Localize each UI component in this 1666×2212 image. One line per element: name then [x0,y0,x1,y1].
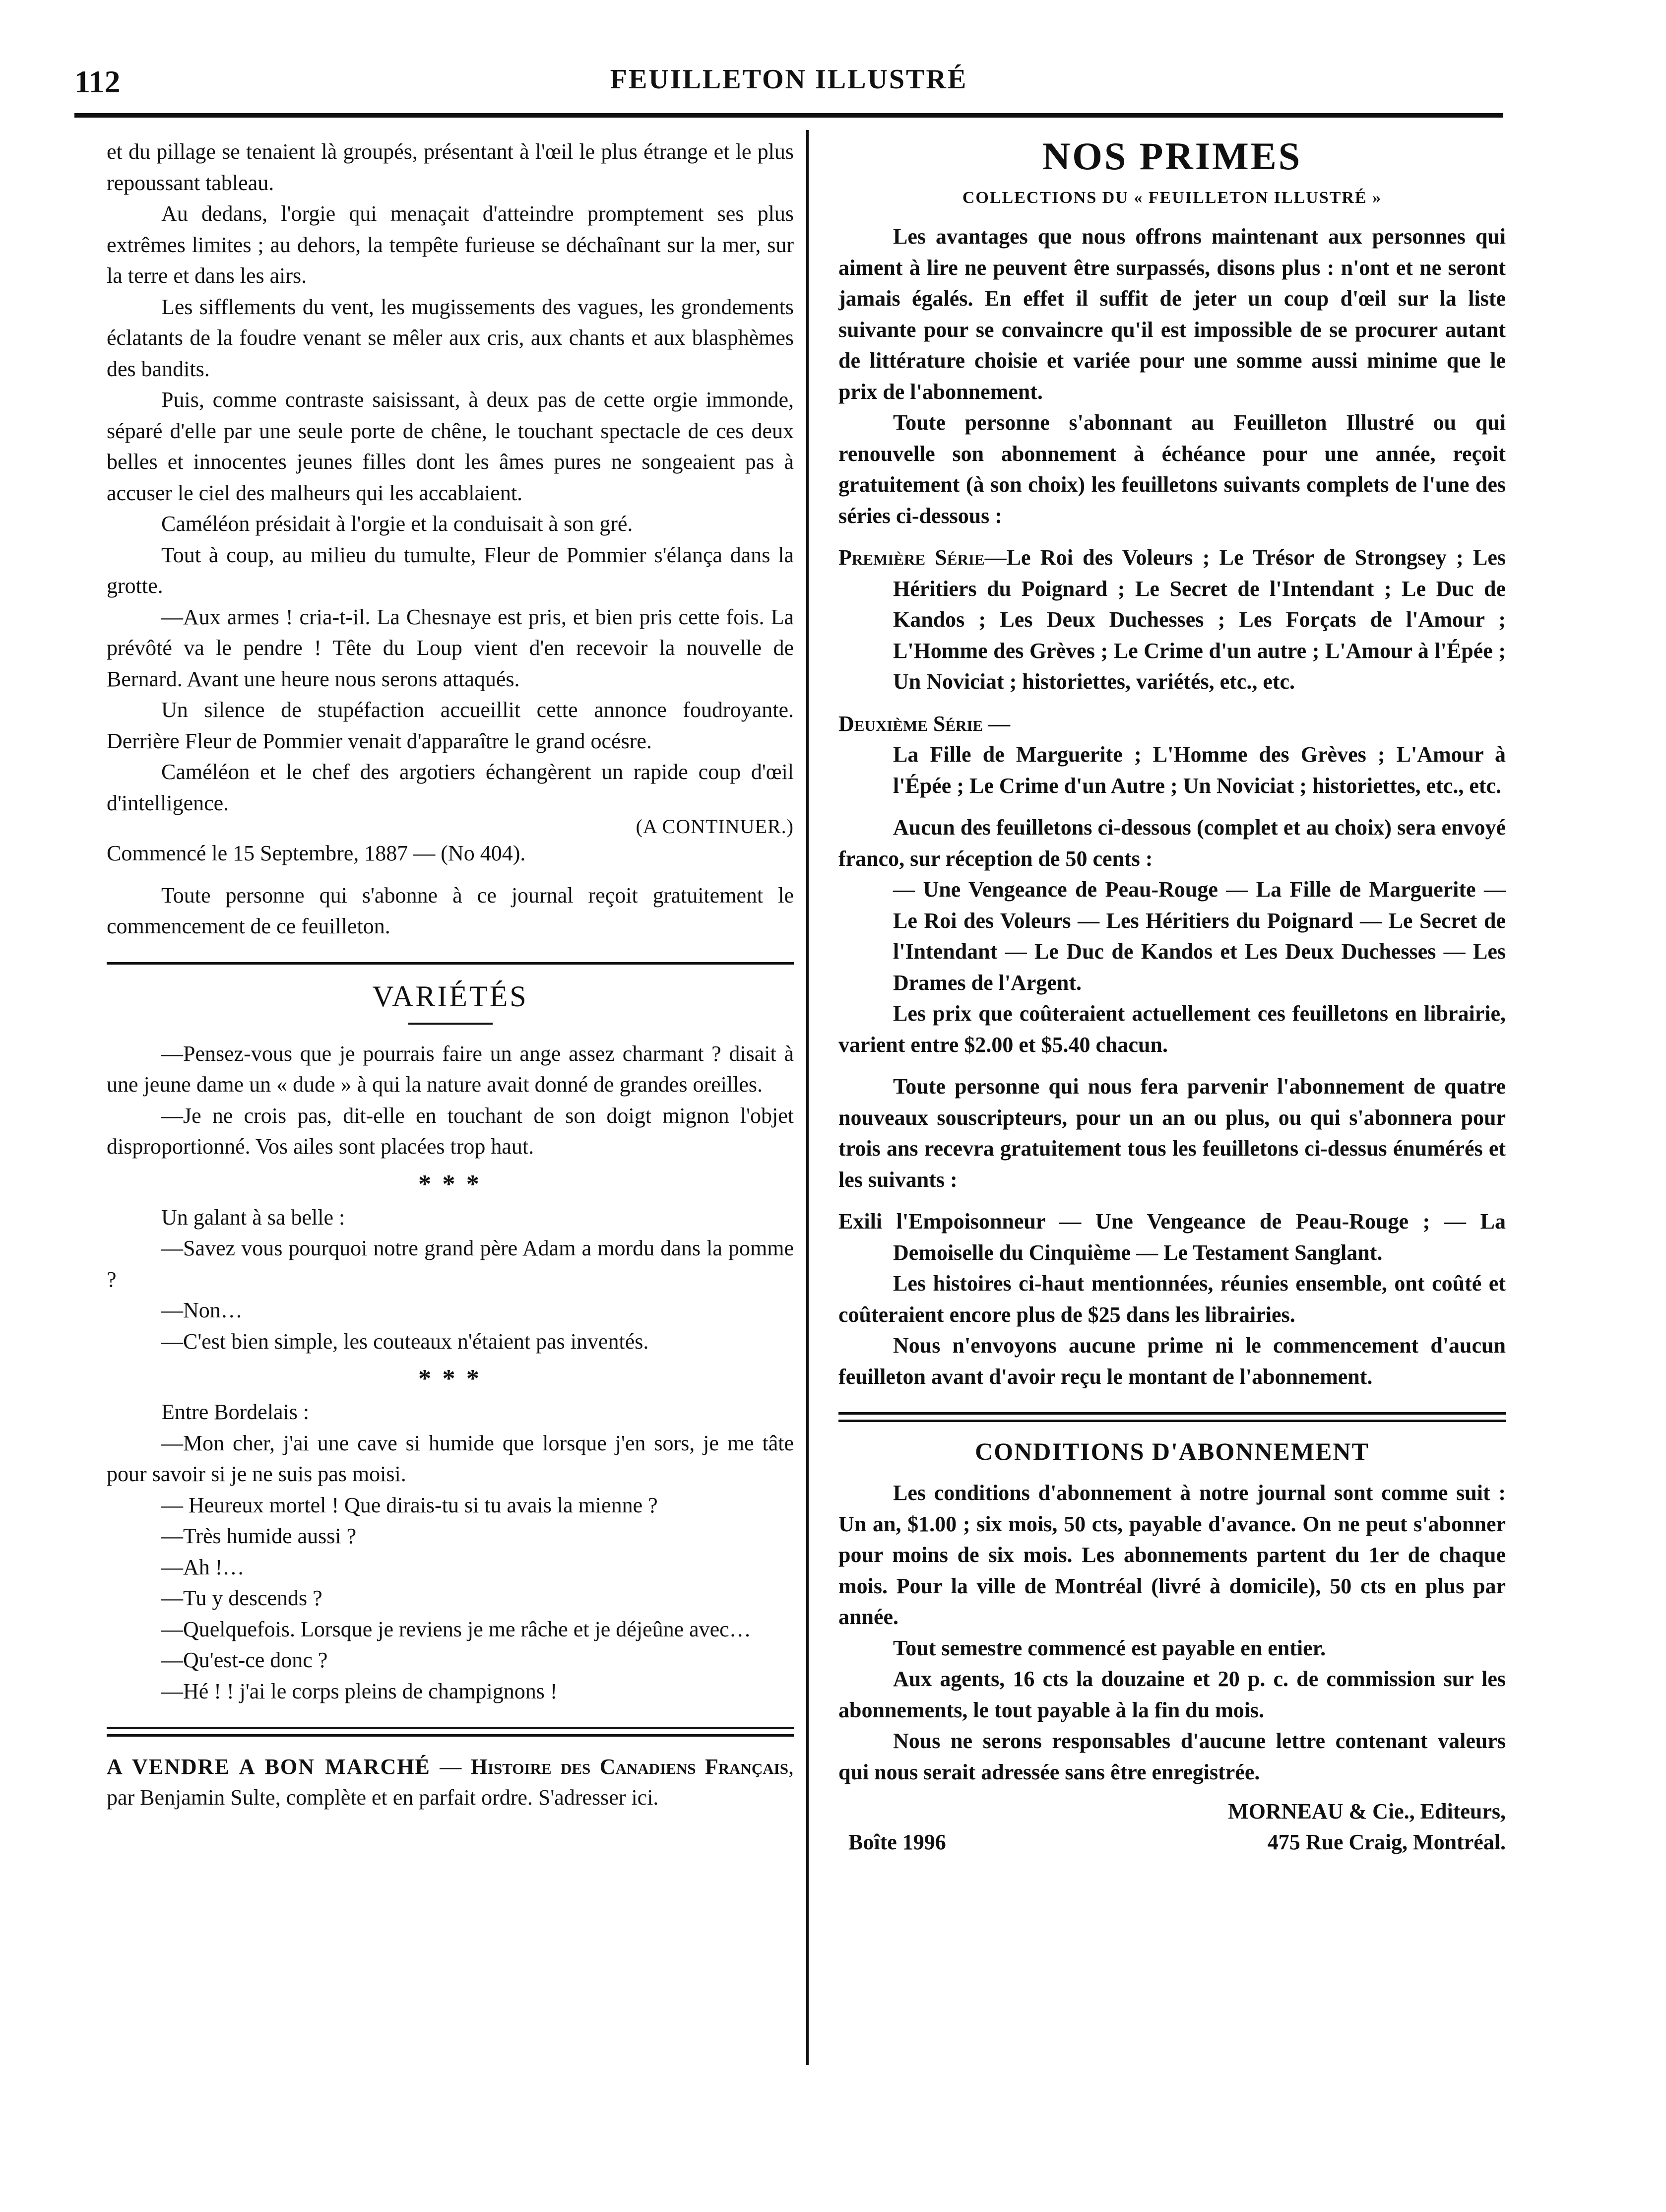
stars-separator: * * * [418,1170,482,1198]
joke-paragraph: —Je ne crois pas, dit-elle en touchant de son doigt mignon l'objet disproportionné. Vos ailes sont placées trop haut. [107,1103,794,1159]
left-column [107,136,794,1813]
story-paragraph: —Aux armes ! cria-t-il. La Chesnaye est pris, et bien pris cette fois. La prévôté va le pendre ! Tête du Loup vient d'en recevoir la nouvelle de Bernard. Avant une heure nous serons attaqués. [107,604,794,691]
joke-line: —Savez vous pourquoi notre grand père Adam a mordu dans la pomme ? [107,1236,794,1292]
ad-text: , par Benjamin Sulte, complète et en parfait ordre. S'adresser ici. [107,1755,794,1810]
joke-line: —C'est bien simple, les couteaux n'étaient pas inventés. [161,1329,649,1354]
serie-2-list: La Fille de Marguerite ; L'Homme des Grèves ; L'Amour à l'Épée ; Le Crime d'un Autre ; Un Noviciat ; historiettes, etc., etc. [893,742,1506,798]
story-paragraph: Un silence de stupéfaction accueillit cette annonce foudroyante. Derrière Fleur de Pommier venait d'apparaître le grand océsre. [107,698,794,753]
serie-1 [838,542,1506,698]
ad-rule [107,1727,794,1737]
post-box: Boîte 1996 [848,1830,946,1854]
column-divider [806,130,809,2065]
serie-1-heading: Première Série [838,545,985,570]
page-number: 112 [74,64,121,99]
joke-line: —Quelquefois. Lorsque je reviens je me râche et je déjeûne avec… [161,1617,751,1641]
title-rule [408,1023,493,1025]
joke-line: —Ah !… [161,1555,245,1579]
varietes-section [107,1039,794,1707]
joke-line: —Qu'est-ce donc ? [161,1648,328,1672]
right-column [838,136,1506,1863]
conditions-paragraph: Tout semestre commencé est payable en entier. [893,1635,1326,1660]
primes-paragraph: Toute personne s'abonnant au Feuilleton Illustré ou qui renouvelle son abonnement à échéance pour une année, reçoit gratuitement (à son choix) les feuilletons suivants complets de l'une des séries ci-dessous : [838,410,1506,528]
joke-intro: Un galant à sa belle : [161,1205,345,1230]
publisher-name: MORNEAU & Cie., Editeurs, [1228,1799,1506,1823]
conditions-rule [838,1412,1506,1422]
joke-line: —Hé ! ! j'ai le corps pleins de champignons ! [161,1679,558,1703]
primes-paragraph: Les prix que coûteraient actuellement ces feuilletons en librairie, varient entre $2.00 et $5.40 chacun. [838,1001,1506,1057]
story-paragraph: Les sifflements du vent, les mugissements des vagues, les grondements éclatants de la foudre venant se mêler aux cris, aux chants et aux blasphèmes des bandits. [107,294,794,381]
continuer-note: (A CONTINUER.) [636,815,794,838]
nos-primes-subtitle: COLLECTIONS DU « FEUILLETON ILLUSTRÉ » [962,189,1382,207]
conditions-paragraph: Les conditions d'abonnement à notre journal sont comme suit : Un an, $1.00 ; six mois, 50 cts, payable d'avance. On ne peut s'abonner pour moins de six mois. Les abonnements partent du 1er de chaque mois. Pour la ville de Montréal (livré à domicile), 50 cts en plus par année. [838,1481,1506,1629]
primes-paragraph: Nous n'envoyons aucune prime ni le commencement d'aucun feuilleton avant d'avoir reçu le montant de l'abonnement. [838,1333,1506,1389]
story-paragraph: Caméléon présidait à l'orgie et la conduisait à son gré. [161,512,633,536]
classified-ad: A VENDRE A BON MARCHÉ — Histoire des Canadiens Français, par Benjamin Sulte, complète et en parfait ordre. S'adresser ici. [107,1755,794,1810]
joke-line: —Non… [161,1298,243,1322]
joke-line: — Heureux mortel ! Que dirais-tu si tu avais la mienne ? [161,1493,658,1517]
joke-line: —Tu y descends ? [161,1586,322,1610]
serie-2-heading: Deuxième Série — [838,711,1011,736]
publisher-info [838,1799,1506,1863]
story-paragraph: et du pillage se tenaient là groupés, présentant à l'œil le plus étrange et le plus repoussant tableau. [107,139,794,195]
commence-date: Commencé le 15 Septembre, 1887 — (No 404). [107,841,526,865]
joke-line: —Très humide aussi ? [161,1524,357,1548]
joke-line: —Mon cher, j'ai une cave si humide que lorsque j'en sors, je me tâte pour savoir si je ne suis pas moisi. [107,1431,794,1486]
story-paragraph: Au dedans, l'orgie qui menaçait d'atteindre promptement ses plus extrêmes limites ; au dehors, la tempête furieuse se déchaînant sur la mer, sur la terre et dans les airs. [107,201,794,288]
page-header [74,60,1503,99]
subscription-note: Toute personne qui s'abonne à ce journal reçoit gratuitement le commencement de ce feuilleton. [107,883,794,938]
story-paragraph: Tout à coup, au milieu du tumulte, Fleur de Pommier s'élança dans la grotte. [107,542,794,598]
joke-intro: Entre Bordelais : [161,1400,310,1424]
ad-title: Histoire des Canadiens Français [470,1755,788,1779]
primes-paragraph: Les histoires ci-haut mentionnées, réunies ensemble, ont coûté et coûteraient encore plus de $25 dans les librairies. [838,1271,1506,1327]
serie-2-heading-line [838,709,1506,740]
running-title: FEUILLETON ILLUSTRÉ [610,64,968,95]
conditions-paragraph: Aux agents, 16 cts la douzaine et 20 p. c. de commission sur les abonnements, le tout payable à la fin du mois. [838,1667,1506,1722]
primes-paragraph: Toute personne qui nous fera parvenir l'abonnement de quatre nouveaux souscripteurs, pour un an ou plus, ou qui s'abonnera pour trois ans recevra gratuitement tous les feuilletons ci-dessus énumérés et les suivants : [838,1074,1506,1192]
section-rule [107,962,794,965]
story-paragraph: Puis, comme contraste saisissant, à deux pas de cette orgie immonde, séparé d'elle par une seule porte de chêne, le touchant spectacle de ces deux belles et innocentes jeunes filles dont les âmes pures ne songeaient pas à accuser le ciel des malheurs qui les accablaient. [107,388,794,505]
ad-lead: A VENDRE A BON MARCHÉ [107,1755,431,1779]
conditions-paragraph: Nous ne serons responsables d'aucune lettre contenant valeurs qui nous serait adressée sans être enregistrée. [838,1729,1506,1784]
primes-paragraph: Aucun des feuilletons ci-dessous (complet et au choix) sera envoyé franco, sur réception de 50 cents : [838,815,1506,871]
feuilletons-list-2: Exili l'Empoisonneur — Une Vengeance de Peau-Rouge ; — La Demoiselle du Cinquième — Le Testament Sanglant. [838,1209,1506,1265]
story-text [107,136,794,819]
joke-paragraph: —Pensez-vous que je pourrais faire un ange assez charmant ? disait à une jeune dame un « dude » à qui la nature avait donné de grandes oreilles. [107,1041,794,1097]
primes-paragraph: Les avantages que nous offrons maintenant aux personnes qui aiment à lire ne peuvent être surpassés, disons plus : n'ont et ne seront jamais égalés. En effet il suffit de jeter un coup d'œil sur la liste suivante pour se convaincre qu'il est impossible de se procurer autant de littérature choisie et variée pour une somme aussi minime que le prix de l'abonnement. [838,224,1506,404]
varietes-title: VARIÉTÉS [372,979,528,1013]
conditions-title: CONDITIONS D'ABONNEMENT [975,1437,1369,1465]
publisher-address: 475 Rue Craig, Montréal. [1267,1830,1506,1854]
story-paragraph: Caméléon et le chef des argotiers échangèrent un rapide coup d'œil d'intelligence. [107,760,794,815]
stars-separator: * * * [418,1365,482,1393]
feuilletons-list: — Une Vengeance de Peau-Rouge — La Fille de Marguerite — Le Roi des Voleurs — Les Héritiers du Poignard — Le Secret de l'Intendant — Le Duc de Kandos et Les Deux Duchesses — Les Drames de l'Argent. [893,877,1506,995]
serie-1-list: —Le Roi des Voleurs ; Le Trésor de Strongsey ; Les Héritiers du Poignard ; Le Secret de l'Intendant ; Le Duc de Kandos ; Les Deux Duchesses ; Les Forçats de l'Amour ; L'Homme des Grèves ; Le Crime d'un autre ; L'Amour à l'Épée ; Un Noviciat ; historiettes, variétés, etc., etc. [893,545,1506,694]
header-rule [74,113,1503,118]
nos-primes-title: NOS PRIMES [1042,134,1302,178]
